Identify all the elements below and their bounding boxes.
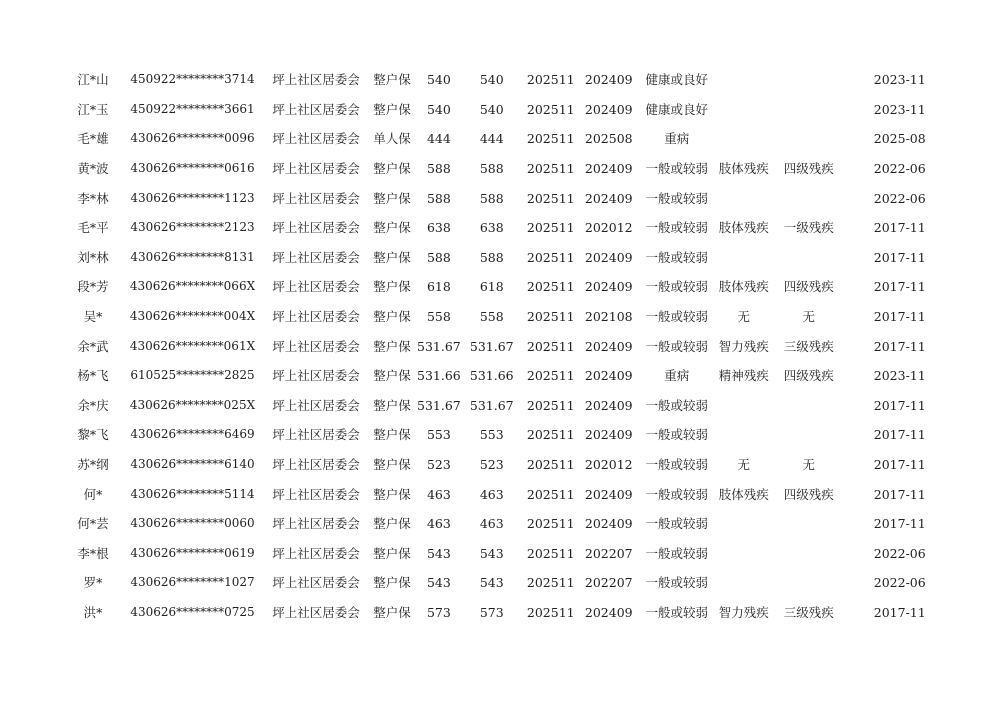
cell-disability-level: 无: [802, 457, 815, 473]
cell-month-start: 202207: [584, 575, 633, 591]
cell-spacer: [845, 509, 867, 539]
cell-committee: 坪上社区居委会: [272, 249, 360, 265]
cell-amount: 463: [426, 516, 451, 532]
cell-coverage-type: 整户保: [373, 516, 411, 532]
cell-committee: 坪上社区居委会: [272, 575, 360, 591]
cell-month-current: 202511: [526, 220, 575, 236]
cell-month-start: 202409: [584, 516, 633, 532]
cell-disability-level: 四级残疾: [783, 161, 834, 177]
cell-id-number: 430626********8131: [130, 249, 255, 264]
cell-amount-actual: 540: [479, 72, 504, 88]
cell-amount: 531.67: [417, 338, 461, 354]
cell-health: 一般或较弱: [645, 604, 708, 620]
cell-disability-level: 三级残疾: [783, 604, 834, 620]
cell-amount: 543: [426, 575, 451, 591]
cell-month-current: 202511: [526, 604, 575, 620]
cell-health: 一般或较弱: [645, 575, 708, 591]
cell-disability-level: 四级残疾: [783, 486, 834, 502]
cell-id-number: 430626********025X: [129, 397, 256, 412]
cell-month-current: 202511: [526, 486, 575, 502]
cell-committee: 坪上社区居委会: [272, 457, 360, 473]
cell-amount: 553: [426, 427, 451, 443]
cell-disability-level: [773, 65, 845, 95]
cell-month-start: 202409: [584, 101, 633, 117]
cell-disability-level: [773, 539, 845, 569]
cell-name: 杨*飞: [77, 368, 109, 384]
cell-amount-actual: 543: [479, 575, 504, 591]
cell-date: 2023-11: [873, 72, 926, 88]
cell-health: 一般或较弱: [645, 397, 708, 413]
cell-disability-type: [715, 243, 773, 273]
cell-health: 一般或较弱: [645, 279, 708, 295]
cell-id-number: 430626********004X: [129, 309, 256, 324]
cell-id-number: 430626********6140: [130, 457, 255, 472]
cell-disability-level: 一级残疾: [783, 220, 834, 236]
cell-id-number: 430626********0619: [130, 545, 255, 560]
cell-coverage-type: 整户保: [373, 457, 411, 473]
cell-health: 一般或较弱: [645, 516, 708, 532]
cell-disability-type: [715, 391, 773, 421]
cell-amount-actual: 543: [479, 545, 504, 561]
cell-month-current: 202511: [526, 309, 575, 325]
cell-amount-actual: 444: [479, 131, 504, 147]
cell-id-number: 430626********0725: [130, 604, 255, 619]
cell-spacer: [845, 183, 867, 213]
cell-committee: 坪上社区居委会: [272, 72, 360, 88]
table-row: [66, 391, 933, 421]
cell-month-current: 202511: [526, 249, 575, 265]
cell-month-current: 202511: [526, 131, 575, 147]
cell-coverage-type: 整户保: [373, 309, 411, 325]
cell-date: 2017-11: [873, 397, 926, 413]
table-row: [66, 598, 933, 628]
cell-health: 一般或较弱: [645, 190, 708, 206]
cell-amount-actual: 573: [479, 604, 504, 620]
cell-spacer: [845, 539, 867, 569]
cell-name: 黎*飞: [77, 427, 109, 443]
cell-coverage-type: 整户保: [373, 279, 411, 295]
cell-month-start: 202012: [584, 457, 633, 473]
cell-id-number: 430626********061X: [129, 338, 256, 353]
cell-amount-actual: 531.67: [469, 397, 514, 413]
cell-committee: 坪上社区居委会: [272, 309, 360, 325]
cell-id-number: 450922********3714: [130, 72, 255, 87]
cell-month-current: 202511: [526, 427, 575, 443]
cell-name: 洪*: [83, 604, 103, 620]
table-row: [66, 213, 933, 243]
cell-date: 2017-11: [873, 457, 926, 473]
cell-coverage-type: 整户保: [373, 249, 411, 265]
cell-spacer: [845, 124, 867, 154]
table-row: [66, 361, 933, 391]
cell-month-current: 202511: [526, 101, 575, 117]
cell-amount: 573: [426, 604, 451, 620]
cell-spacer: [845, 213, 867, 243]
cell-name: 李*林: [77, 190, 109, 206]
table-row: [66, 154, 933, 184]
cell-id-number: 430626********6469: [130, 427, 255, 442]
cell-name: 江*玉: [77, 101, 109, 117]
cell-disability-level: [773, 95, 845, 125]
cell-date: 2023-11: [873, 101, 926, 117]
cell-health: 健康或良好: [645, 72, 708, 88]
cell-date: 2022-06: [873, 575, 926, 591]
cell-coverage-type: 整户保: [373, 368, 411, 384]
cell-coverage-type: 整户保: [373, 72, 411, 88]
cell-amount-actual: 463: [479, 486, 504, 502]
cell-month-start: 202409: [584, 279, 633, 295]
cell-spacer: [845, 65, 867, 95]
cell-name: 何*: [83, 486, 103, 502]
cell-health: 一般或较弱: [645, 249, 708, 265]
cell-disability-type: [715, 539, 773, 569]
cell-name: 吴*: [83, 309, 103, 325]
cell-amount: 540: [426, 72, 451, 88]
cell-health: 一般或较弱: [645, 161, 708, 177]
cell-disability-level: 三级残疾: [783, 338, 834, 354]
cell-amount: 531.67: [417, 397, 461, 413]
table-row: [66, 65, 933, 95]
cell-health: 健康或良好: [645, 101, 708, 117]
cell-date: 2017-11: [873, 427, 926, 443]
cell-name: 李*根: [77, 545, 109, 561]
cell-committee: 坪上社区居委会: [272, 397, 360, 413]
cell-disability-level: 四级残疾: [783, 368, 834, 384]
cell-date: 2022-06: [873, 545, 926, 561]
table-row: [66, 509, 933, 539]
cell-coverage-type: 整户保: [373, 190, 411, 206]
cell-committee: 坪上社区居委会: [272, 338, 360, 354]
cell-name: 余*庆: [77, 397, 109, 413]
cell-coverage-type: 整户保: [373, 545, 411, 561]
cell-coverage-type: 整户保: [373, 220, 411, 236]
cell-coverage-type: 整户保: [373, 604, 411, 620]
cell-health: 一般或较弱: [645, 309, 708, 325]
cell-month-start: 202207: [584, 545, 633, 561]
cell-health: 一般或较弱: [645, 457, 708, 473]
cell-health: 一般或较弱: [645, 486, 708, 502]
cell-spacer: [845, 361, 867, 391]
cell-coverage-type: 整户保: [373, 338, 411, 354]
cell-amount-actual: 588: [479, 190, 504, 206]
cell-id-number: 430626********1027: [130, 575, 255, 590]
table-row: [66, 243, 933, 273]
cell-month-start: 202409: [584, 397, 633, 413]
table-row: [66, 124, 933, 154]
cell-month-current: 202511: [526, 397, 575, 413]
cell-amount-actual: 553: [479, 427, 504, 443]
records-body: [66, 65, 933, 627]
cell-spacer: [845, 391, 867, 421]
cell-spacer: [845, 450, 867, 480]
cell-month-start: 202409: [584, 72, 633, 88]
cell-name: 刘*林: [77, 249, 109, 265]
cell-amount: 638: [426, 220, 451, 236]
cell-amount-actual: 558: [479, 309, 504, 325]
cell-spacer: [845, 479, 867, 509]
cell-month-current: 202511: [526, 545, 575, 561]
table-row: [66, 302, 933, 332]
cell-health: 一般或较弱: [645, 220, 708, 236]
cell-id-number: 450922********3661: [130, 101, 255, 116]
cell-id-number: 430626********5114: [130, 486, 255, 501]
cell-name: 毛*平: [77, 220, 109, 236]
cell-disability-level: [773, 124, 845, 154]
cell-spacer: [845, 331, 867, 361]
cell-disability-level: [773, 568, 845, 598]
cell-month-current: 202511: [526, 72, 575, 88]
cell-amount: 618: [426, 279, 451, 295]
cell-disability-type: [715, 95, 773, 125]
cell-coverage-type: 单人保: [373, 131, 411, 147]
cell-id-number: 430626********0060: [130, 516, 255, 531]
cell-coverage-type: 整户保: [373, 427, 411, 443]
cell-amount-actual: 618: [479, 279, 504, 295]
cell-month-current: 202511: [526, 368, 575, 384]
cell-name: 黄*波: [77, 161, 109, 177]
cell-spacer: [845, 598, 867, 628]
cell-month-current: 202511: [526, 161, 575, 177]
cell-disability-level: [773, 509, 845, 539]
cell-disability-type: [715, 65, 773, 95]
cell-amount: 588: [426, 249, 451, 265]
cell-disability-level: [773, 391, 845, 421]
cell-disability-type: 肢体残疾: [718, 279, 769, 295]
cell-committee: 坪上社区居委会: [272, 604, 360, 620]
cell-name: 段*芳: [77, 279, 109, 295]
cell-amount-actual: 588: [479, 161, 504, 177]
records-table: [66, 65, 933, 627]
cell-disability-level: [773, 243, 845, 273]
cell-month-start: 202409: [584, 427, 633, 443]
cell-spacer: [845, 568, 867, 598]
cell-date: 2017-11: [873, 309, 926, 325]
cell-month-current: 202511: [526, 279, 575, 295]
cell-month-current: 202511: [526, 338, 575, 354]
cell-committee: 坪上社区居委会: [272, 516, 360, 532]
cell-name: 苏*纲: [77, 457, 109, 473]
cell-month-current: 202511: [526, 575, 575, 591]
cell-amount: 463: [426, 486, 451, 502]
cell-committee: 坪上社区居委会: [272, 368, 360, 384]
cell-committee: 坪上社区居委会: [272, 161, 360, 177]
cell-month-current: 202511: [526, 516, 575, 532]
cell-name: 何*芸: [77, 516, 109, 532]
cell-disability-type: 智力残疾: [718, 604, 769, 620]
cell-id-number: 430626********2123: [130, 220, 255, 235]
cell-amount: 444: [426, 131, 451, 147]
cell-month-start: 202409: [584, 486, 633, 502]
cell-spacer: [845, 272, 867, 302]
cell-committee: 坪上社区居委会: [272, 220, 360, 236]
cell-date: 2017-11: [873, 486, 926, 502]
cell-disability-level: 无: [802, 309, 815, 325]
cell-committee: 坪上社区居委会: [272, 131, 360, 147]
cell-date: 2017-11: [873, 338, 926, 354]
table-row: [66, 450, 933, 480]
cell-month-start: 202409: [584, 604, 633, 620]
cell-health: 重病: [664, 368, 690, 384]
cell-id-number: 430626********1123: [130, 190, 255, 205]
cell-spacer: [845, 420, 867, 450]
cell-amount-actual: 638: [479, 220, 504, 236]
cell-health: 一般或较弱: [645, 545, 708, 561]
table-row: [66, 183, 933, 213]
cell-month-current: 202511: [526, 190, 575, 206]
cell-committee: 坪上社区居委会: [272, 101, 360, 117]
cell-month-start: 202409: [584, 338, 633, 354]
cell-spacer: [845, 95, 867, 125]
cell-disability-type: 智力残疾: [718, 338, 769, 354]
cell-disability-type: 精神残疾: [718, 368, 769, 384]
cell-id-number: 430626********0096: [130, 131, 255, 146]
cell-spacer: [845, 243, 867, 273]
table-row: [66, 420, 933, 450]
cell-name: 毛*雄: [77, 131, 109, 147]
cell-date: 2017-11: [873, 516, 926, 532]
cell-month-start: 202409: [584, 161, 633, 177]
cell-health: 一般或较弱: [645, 427, 708, 443]
cell-amount: 543: [426, 545, 451, 561]
table-row: [66, 95, 933, 125]
cell-name: 罗*: [83, 575, 103, 591]
cell-disability-type: [715, 183, 773, 213]
cell-month-start: 202409: [584, 249, 633, 265]
cell-amount-actual: 531.67: [469, 338, 514, 354]
cell-amount: 540: [426, 101, 451, 117]
cell-month-start: 202409: [584, 368, 633, 384]
cell-amount-actual: 540: [479, 101, 504, 117]
cell-amount-actual: 588: [479, 249, 504, 265]
cell-date: 2022-06: [873, 190, 926, 206]
cell-amount-actual: 531.66: [469, 368, 514, 384]
cell-spacer: [845, 154, 867, 184]
cell-disability-type: [715, 568, 773, 598]
cell-health: 一般或较弱: [645, 338, 708, 354]
cell-date: 2017-11: [873, 249, 926, 265]
cell-amount: 588: [426, 161, 451, 177]
table-row: [66, 568, 933, 598]
cell-committee: 坪上社区居委会: [272, 279, 360, 295]
cell-month-start: 202409: [584, 190, 633, 206]
cell-committee: 坪上社区居委会: [272, 427, 360, 443]
cell-committee: 坪上社区居委会: [272, 545, 360, 561]
table-row: [66, 479, 933, 509]
cell-disability-type: [715, 509, 773, 539]
cell-disability-type: [715, 420, 773, 450]
cell-amount: 523: [426, 457, 451, 473]
cell-amount: 588: [426, 190, 451, 206]
cell-month-start: 202508: [584, 131, 633, 147]
table-row: [66, 272, 933, 302]
cell-disability-type: [715, 124, 773, 154]
cell-amount: 531.66: [417, 368, 461, 384]
cell-date: 2017-11: [873, 604, 926, 620]
cell-disability-level: [773, 183, 845, 213]
cell-disability-type: 无: [737, 457, 750, 473]
cell-id-number: 430626********0616: [130, 161, 255, 176]
cell-disability-level: 四级残疾: [783, 279, 834, 295]
cell-disability-type: 肢体残疾: [718, 486, 769, 502]
cell-month-current: 202511: [526, 457, 575, 473]
cell-disability-type: 肢体残疾: [718, 220, 769, 236]
cell-date: 2025-08: [873, 131, 926, 147]
cell-date: 2017-11: [873, 220, 926, 236]
cell-spacer: [845, 302, 867, 332]
cell-health: 重病: [664, 131, 690, 147]
cell-date: 2017-11: [873, 279, 926, 295]
cell-disability-type: 无: [737, 309, 750, 325]
cell-name: 江*山: [77, 72, 109, 88]
cell-disability-level: [773, 420, 845, 450]
cell-name: 余*武: [77, 338, 109, 354]
cell-date: 2022-06: [873, 161, 926, 177]
cell-month-start: 202012: [584, 220, 633, 236]
cell-amount-actual: 463: [479, 516, 504, 532]
cell-month-start: 202108: [584, 309, 633, 325]
cell-coverage-type: 整户保: [373, 397, 411, 413]
cell-coverage-type: 整户保: [373, 486, 411, 502]
cell-coverage-type: 整户保: [373, 161, 411, 177]
cell-committee: 坪上社区居委会: [272, 486, 360, 502]
cell-id-number: 610525********2825: [130, 368, 255, 383]
cell-committee: 坪上社区居委会: [272, 190, 360, 206]
table-row: [66, 331, 933, 361]
cell-coverage-type: 整户保: [373, 101, 411, 117]
cell-amount-actual: 523: [479, 457, 504, 473]
cell-date: 2023-11: [873, 368, 926, 384]
cell-coverage-type: 整户保: [373, 575, 411, 591]
cell-amount: 558: [426, 309, 451, 325]
cell-disability-type: 肢体残疾: [718, 161, 769, 177]
cell-id-number: 430626********066X: [129, 279, 256, 294]
table-row: [66, 539, 933, 569]
